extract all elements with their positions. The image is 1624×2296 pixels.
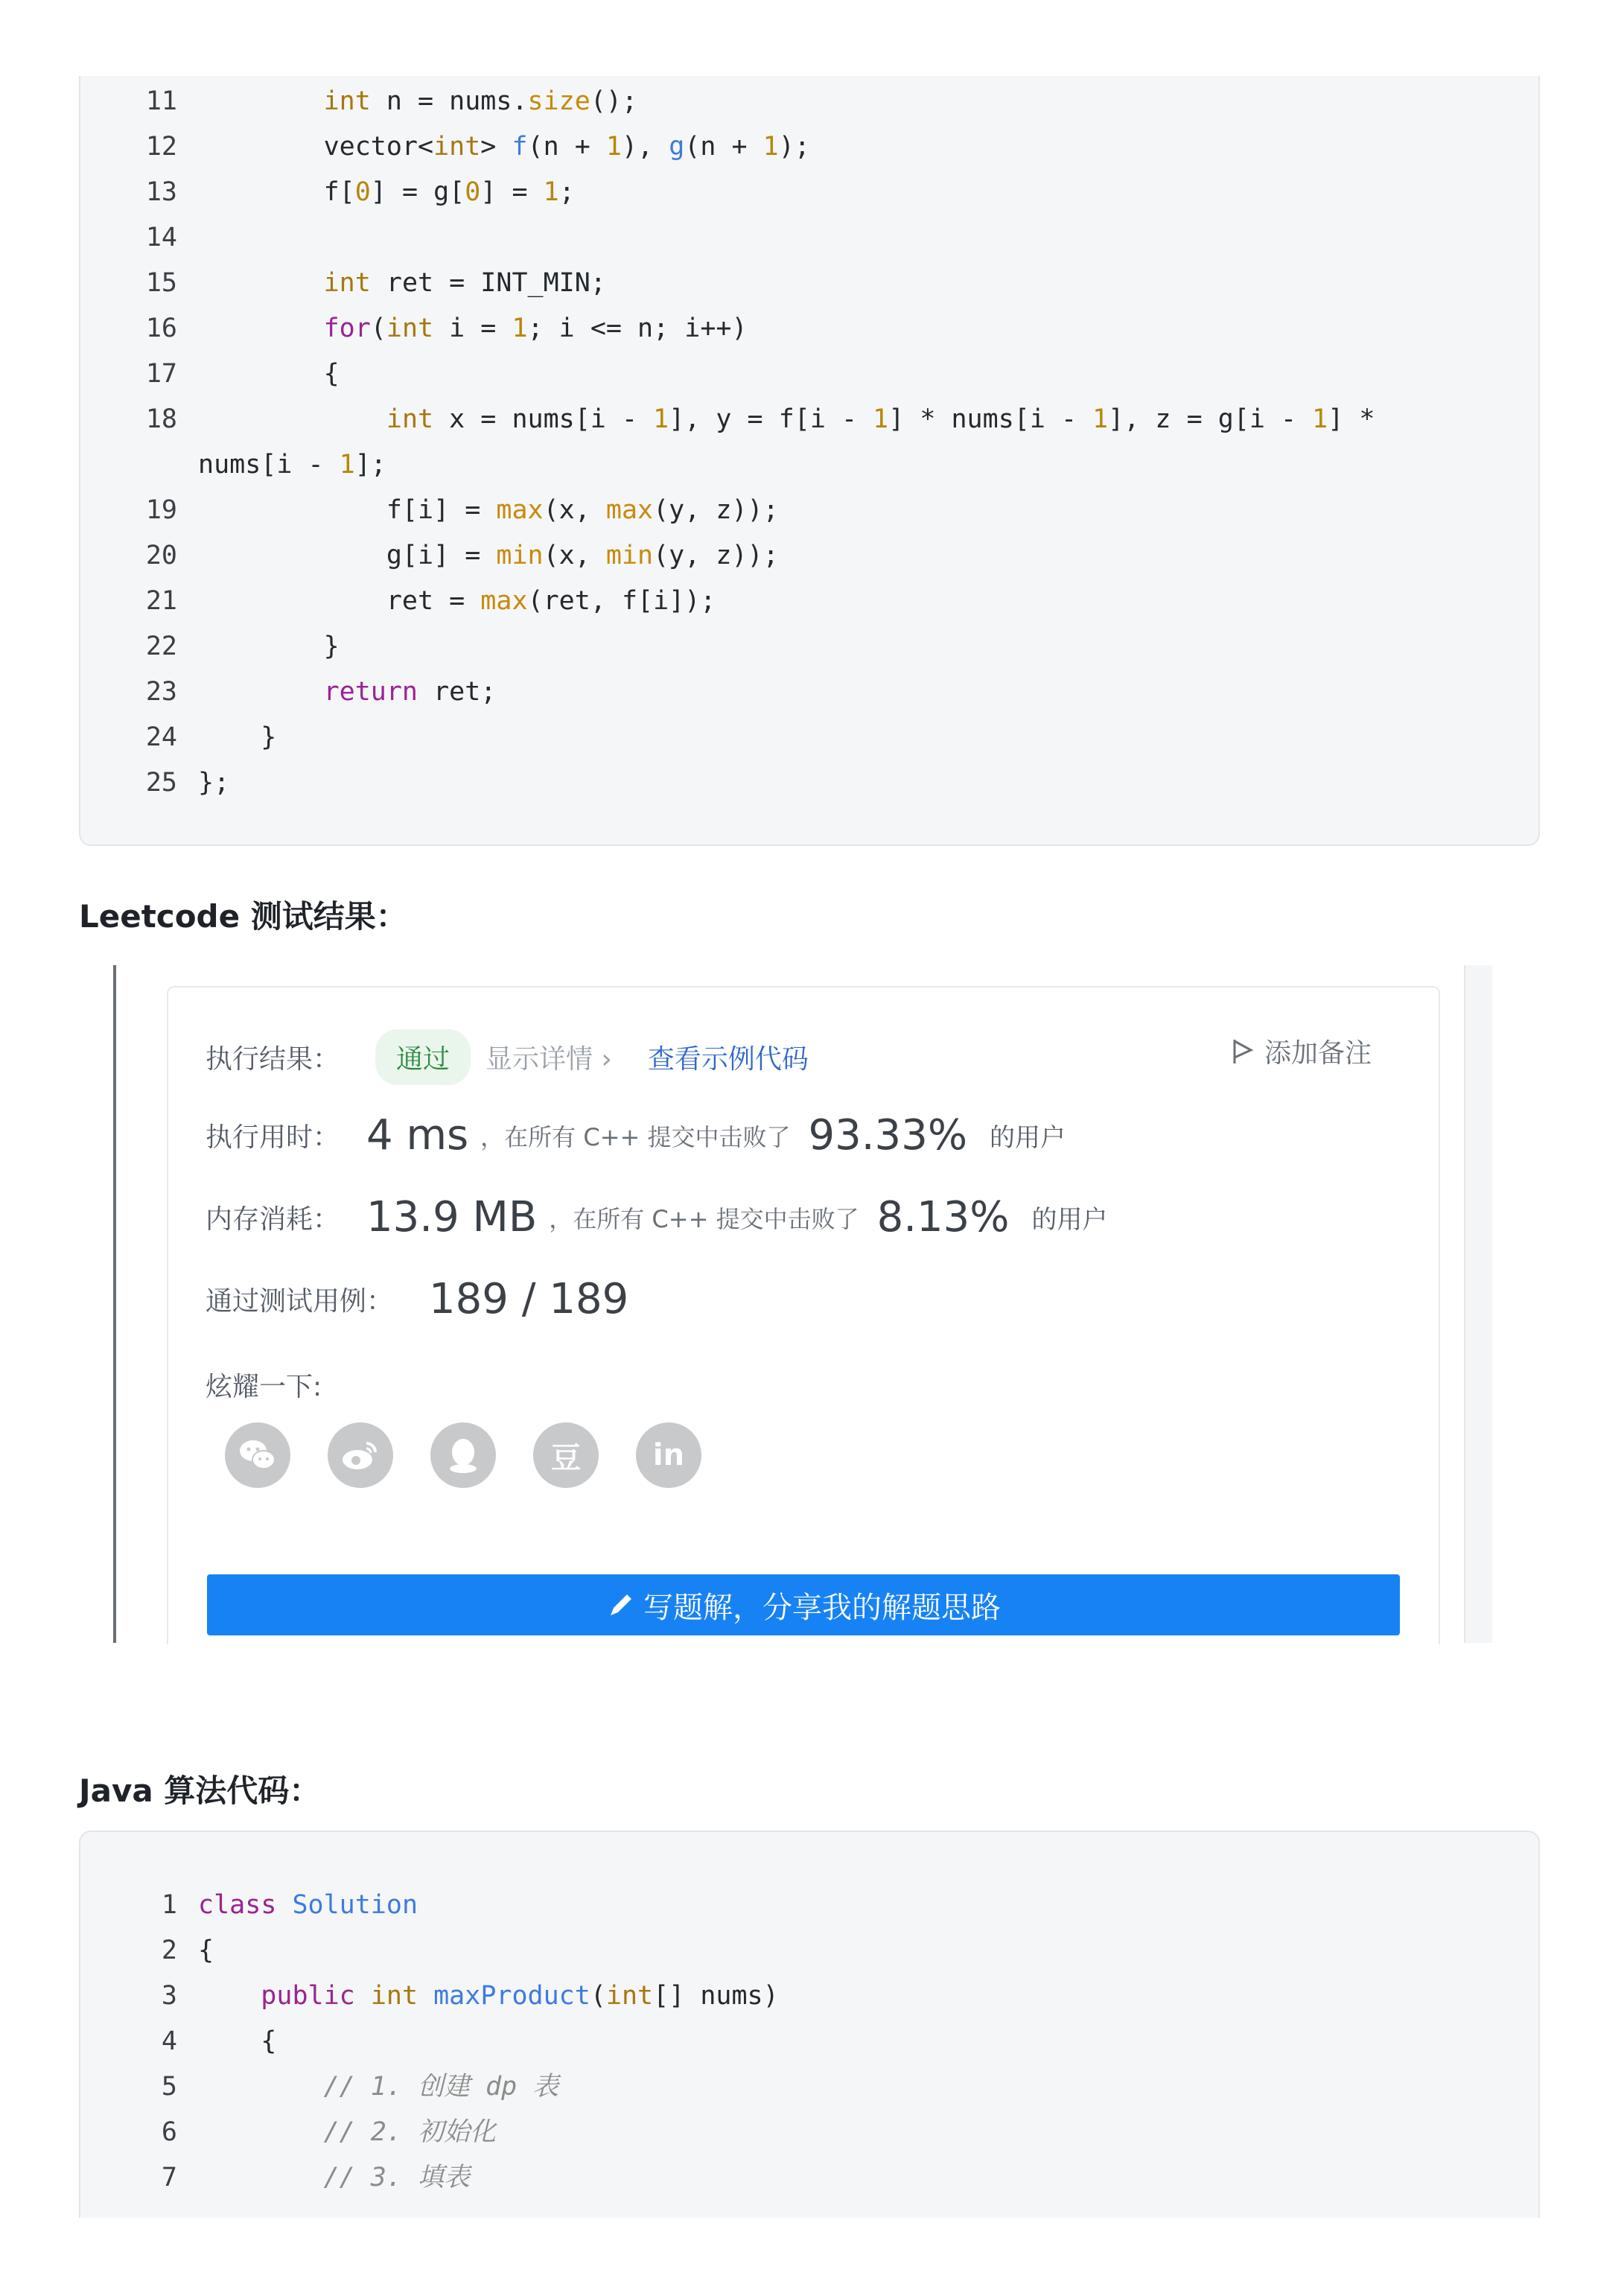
line-number: 25 xyxy=(145,768,177,798)
code-text: f[i] = max(x, max(y, z)); xyxy=(198,495,779,525)
line-number: 13 xyxy=(145,177,177,207)
memory-value: 13.9 MB xyxy=(366,1193,538,1241)
qq-glyph xyxy=(447,1436,480,1475)
runtime-user-text: 的用户 xyxy=(990,1123,1066,1153)
code-text: int x = nums[i - 1], y = f[i - 1] * nums[i - 1], z = g[i - 1] * xyxy=(386,404,1375,434)
code-text: } xyxy=(198,632,340,661)
line-number: 18 xyxy=(145,404,177,434)
line-number: 4 xyxy=(161,2026,177,2056)
weibo-icon[interactable] xyxy=(328,1422,393,1488)
line-number: 21 xyxy=(145,586,177,616)
code-text: // 3. 填表 xyxy=(323,2163,471,2192)
code-line xyxy=(80,579,1538,623)
linkedin-icon[interactable]: in xyxy=(636,1422,701,1488)
code-line xyxy=(80,760,1538,805)
code-text: // 1. 创建 dp 表 xyxy=(323,2072,559,2102)
code-text: int n = nums.size(); xyxy=(323,86,638,116)
line-number: 6 xyxy=(161,2117,177,2147)
code-line xyxy=(80,397,1538,442)
line-number: 20 xyxy=(145,541,177,570)
weibo-glyph xyxy=(340,1437,381,1473)
leetcode-result-screenshot xyxy=(113,965,1492,1643)
code-text: ret = max(ret, f[i]); xyxy=(198,586,716,616)
wechat-glyph xyxy=(237,1437,278,1473)
douban-icon[interactable]: 豆 xyxy=(533,1422,599,1488)
runtime-value: 4 ms xyxy=(366,1111,469,1160)
line-number: 14 xyxy=(145,223,177,252)
memory-percentile: 8.13% xyxy=(876,1193,1010,1241)
code-line xyxy=(80,1883,1538,1927)
code-line xyxy=(80,261,1538,305)
code-text: vector<int> f(n + 1), g(n + 1); xyxy=(198,132,810,162)
java-code-heading: Java 算法代码： xyxy=(79,1772,321,1809)
pass-badge: 通过 xyxy=(375,1029,471,1085)
write-solution-button[interactable] xyxy=(207,1574,1400,1635)
line-number: 19 xyxy=(145,495,177,525)
testcases-value: 189 / 189 xyxy=(429,1275,629,1323)
runtime-label: 执行用时： xyxy=(206,1122,340,1153)
code-line xyxy=(80,215,1538,260)
line-number: 2 xyxy=(161,1936,177,1965)
code-text: return ret; xyxy=(323,677,497,707)
code-line xyxy=(80,624,1538,669)
wechat-icon[interactable] xyxy=(225,1422,290,1488)
code-text: { xyxy=(198,2026,277,2056)
exec-result-row xyxy=(206,1029,809,1085)
code-line xyxy=(80,2064,1538,2109)
pencil-icon xyxy=(606,1590,636,1620)
code-line xyxy=(80,124,1538,169)
code-line xyxy=(80,488,1538,532)
right-scrollbar xyxy=(1464,965,1492,1643)
runtime-row xyxy=(206,1111,1066,1160)
code-text: f[0] = g[0] = 1; xyxy=(198,177,575,207)
code-text: } xyxy=(198,722,277,752)
code-text: g[i] = min(x, min(y, z)); xyxy=(198,541,779,570)
java-code-block xyxy=(79,1831,1540,2218)
testcases-label: 通过测试用例： xyxy=(206,1286,394,1317)
code-line xyxy=(80,306,1538,351)
code-text: class Solution xyxy=(198,1890,418,1920)
code-line xyxy=(80,715,1538,760)
leetcode-result-heading: Leetcode 测试结果： xyxy=(79,898,407,935)
code-text: }; xyxy=(198,768,230,798)
code-text: { xyxy=(198,359,340,389)
code-text: int ret = INT_MIN; xyxy=(323,268,606,298)
code-text: { xyxy=(198,1936,214,1965)
line-number: 23 xyxy=(145,677,177,707)
memory-user-text: 的用户 xyxy=(1031,1205,1108,1235)
code-text: public int maxProduct(int[] nums) xyxy=(261,1981,779,2011)
line-number: 15 xyxy=(145,268,177,298)
line-number: 22 xyxy=(145,632,177,661)
code-line xyxy=(80,533,1538,578)
code-line xyxy=(80,170,1538,214)
show-details-link[interactable]: 显示详情 › xyxy=(485,1044,612,1075)
add-note-button[interactable] xyxy=(1230,1032,1372,1070)
runtime-percentile: 93.33% xyxy=(808,1111,968,1160)
line-number: 7 xyxy=(161,2163,177,2192)
write-solution-label: 写题解，分享我的解题思路 xyxy=(643,1590,1001,1625)
line-number: 17 xyxy=(145,359,177,389)
submission-result-card xyxy=(167,986,1440,1644)
flag-icon xyxy=(1230,1037,1255,1066)
qq-icon[interactable] xyxy=(430,1422,496,1488)
code-line xyxy=(80,442,1538,487)
line-number: 16 xyxy=(145,314,177,343)
code-text: nums[i - 1]; xyxy=(198,450,386,480)
line-number: 24 xyxy=(145,722,177,752)
code-line xyxy=(80,1928,1538,1973)
code-line xyxy=(80,2019,1538,2064)
left-border-bar xyxy=(113,965,116,1643)
code-line xyxy=(80,352,1538,396)
memory-label: 内存消耗： xyxy=(206,1204,340,1235)
line-number: 1 xyxy=(161,1890,177,1920)
code-line xyxy=(80,79,1538,124)
add-note-label: 添加备注 xyxy=(1264,1038,1372,1069)
line-number: 12 xyxy=(145,132,177,162)
code-line xyxy=(80,670,1538,714)
line-number: 5 xyxy=(161,2072,177,2102)
code-line xyxy=(80,2110,1538,2155)
testcases-row xyxy=(206,1275,628,1323)
share-label: 炫耀一下: xyxy=(206,1372,322,1402)
memory-desc: ，在所有 C++ 提交中击败了 xyxy=(549,1204,859,1233)
share-label-row xyxy=(206,1366,322,1404)
line-number: 3 xyxy=(161,1981,177,2011)
code-line xyxy=(80,2155,1538,2200)
runtime-desc: ，在所有 C++ 提交中击败了 xyxy=(480,1122,791,1151)
exec-result-label: 执行结果： xyxy=(206,1044,340,1075)
code-text: for(int i = 1; i <= n; i++) xyxy=(323,314,748,343)
code-text: // 2. 初始化 xyxy=(323,2117,497,2147)
code-line xyxy=(80,1974,1538,2018)
view-example-link[interactable]: 查看示例代码 xyxy=(647,1044,809,1075)
cpp-code-block xyxy=(79,76,1540,846)
memory-row xyxy=(206,1193,1107,1241)
share-icons xyxy=(225,1422,739,1488)
line-number: 11 xyxy=(145,86,177,116)
